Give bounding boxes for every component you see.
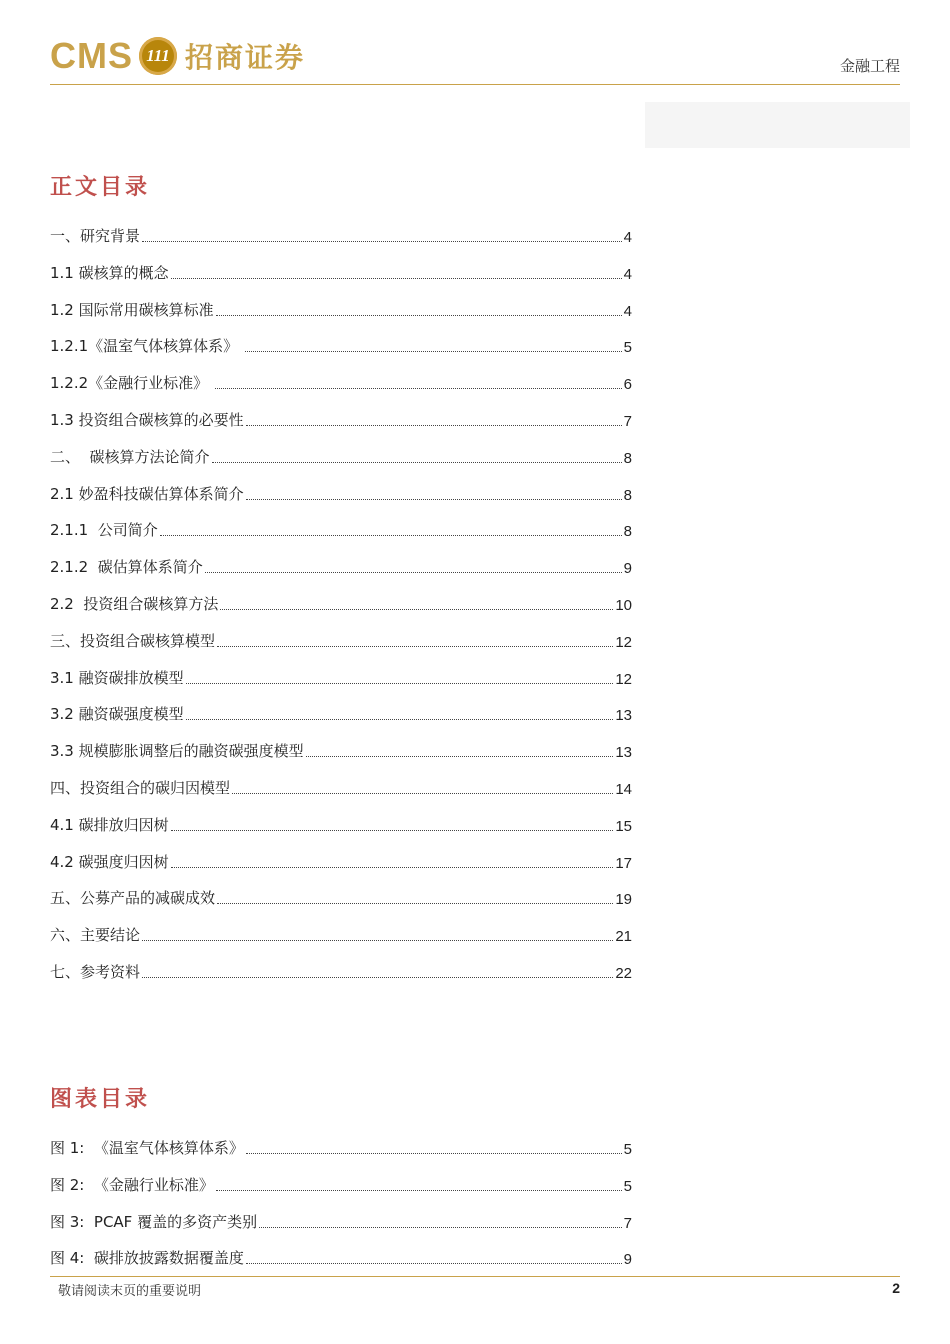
entry-title: 图 1: 《温室气体核算体系》	[50, 1139, 244, 1157]
dot-leader	[215, 387, 622, 389]
dot-leader	[217, 645, 613, 647]
entry-page-number: 8	[623, 449, 632, 467]
entry-title: 2.1.1 公司简介	[50, 521, 158, 540]
dot-leader	[142, 240, 622, 242]
toc-entry[interactable]	[50, 300, 632, 320]
entry-title: 1.2 国际常用碳核算标准	[50, 300, 214, 319]
dot-leader	[216, 1189, 622, 1191]
entry-title: 一、研究背景	[50, 227, 141, 245]
entry-page-number: 13	[615, 744, 632, 762]
entry-title: 二、 碳核算方法论简介	[50, 447, 210, 466]
dot-leader	[142, 976, 613, 978]
entry-page-number: 12	[615, 670, 632, 688]
entry-page-number: 9	[623, 1251, 632, 1269]
toc-entry[interactable]	[50, 852, 632, 872]
header-divider	[50, 84, 900, 85]
entry-page-number: 9	[623, 560, 632, 578]
toc-entry[interactable]	[50, 594, 632, 614]
figure-entry[interactable]	[50, 1175, 632, 1195]
toc-entry[interactable]	[50, 484, 632, 504]
entry-page-number: 4	[623, 229, 632, 246]
entry-title: 图 4: 碳排放披露数据覆盖度	[50, 1249, 244, 1268]
entry-title: 4.2 碳强度归因树	[50, 852, 169, 871]
toc-entry[interactable]	[50, 410, 632, 430]
entry-title: 五、公募产品的减碳成效	[50, 889, 216, 908]
toc-entry[interactable]	[50, 815, 632, 835]
footer-divider	[50, 1276, 900, 1277]
dot-leader	[186, 718, 614, 720]
dot-leader	[142, 939, 613, 941]
entry-title: 2.1 妙盈科技碳估算体系简介	[50, 484, 244, 503]
dot-leader	[245, 350, 622, 352]
toc-entry[interactable]	[50, 263, 632, 283]
entry-page-number: 5	[623, 1141, 632, 1158]
entry-page-number: 8	[623, 486, 632, 504]
toc-entry[interactable]	[50, 668, 632, 688]
entry-page-number: 22	[615, 965, 632, 982]
entry-title: 图 3: PCAF 覆盖的多资产类别	[50, 1212, 258, 1231]
entry-title: 3.3 规模膨胀调整后的融资碳强度模型	[50, 742, 304, 761]
toc-entry[interactable]	[50, 962, 632, 982]
dot-leader	[160, 534, 622, 536]
entry-page-number: 7	[623, 1214, 632, 1232]
entry-page-number: 14	[615, 781, 632, 798]
entry-page-number: 15	[615, 817, 632, 835]
toc-entry[interactable]	[50, 888, 632, 908]
entry-title: 四、投资组合的碳归因模型	[50, 779, 231, 797]
dot-leader	[246, 1262, 622, 1264]
entry-title: 1.2.1《温室气体核算体系》	[50, 337, 243, 356]
toc-entry[interactable]	[50, 373, 632, 393]
dot-leader	[171, 866, 614, 868]
entry-title: 1.2.2《金融行业标准》	[50, 374, 213, 393]
figure-entry[interactable]	[50, 1138, 632, 1158]
entry-title: 4.1 碳排放归因树	[50, 815, 169, 834]
toc-entry[interactable]	[50, 336, 632, 356]
toc-entry[interactable]	[50, 447, 632, 467]
dot-leader	[216, 314, 622, 316]
entry-page-number: 21	[615, 928, 632, 946]
dot-leader	[259, 1226, 622, 1228]
entry-title: 2.2 投资组合碳核算方法	[50, 595, 219, 613]
entry-page-number: 8	[623, 523, 632, 541]
footer-notice: 敬请阅读末页的重要说明	[58, 1284, 202, 1299]
entry-page-number: 13	[615, 707, 632, 725]
dot-leader	[205, 571, 622, 573]
dot-leader	[186, 682, 614, 684]
dot-leader	[246, 424, 622, 426]
logo-badge-icon: 111	[139, 37, 177, 75]
toc-entry[interactable]	[50, 520, 632, 540]
header-gray-box	[645, 102, 910, 148]
entry-title: 1.1 碳核算的概念	[50, 263, 169, 282]
entry-title: 图 2: 《金融行业标准》	[50, 1175, 214, 1194]
figure-entry[interactable]	[50, 1212, 632, 1232]
entry-title: 3.1 融资碳排放模型	[50, 668, 184, 687]
entry-page-number: 7	[623, 413, 632, 430]
dot-leader	[306, 755, 614, 757]
entry-page-number: 6	[623, 376, 632, 394]
entry-page-number: 12	[615, 633, 632, 651]
entry-title: 三、投资组合碳核算模型	[50, 631, 216, 650]
toc-entry[interactable]	[50, 778, 632, 798]
report-category: 金融工程	[839, 57, 900, 75]
dot-leader	[246, 1152, 622, 1154]
toc-title: 正文目录	[50, 174, 151, 200]
toc-entry[interactable]	[50, 557, 632, 577]
dot-leader	[217, 902, 613, 904]
toc-entry[interactable]	[50, 741, 632, 761]
entry-page-number: 19	[615, 891, 632, 909]
dot-leader	[171, 277, 622, 279]
entry-page-number: 10	[615, 597, 632, 614]
toc-entry[interactable]	[50, 226, 632, 246]
entry-page-number: 17	[615, 854, 632, 872]
page-header	[50, 30, 900, 86]
dot-leader	[246, 498, 622, 500]
toc-entry[interactable]	[50, 631, 632, 651]
dot-leader	[232, 792, 613, 794]
entry-page-number: 4	[623, 302, 632, 320]
entry-title: 3.2 融资碳强度模型	[50, 705, 184, 724]
page-number: 2	[892, 1280, 900, 1296]
entry-page-number: 5	[623, 339, 632, 357]
entry-page-number: 4	[623, 265, 632, 283]
entry-title: 1.3 投资组合碳核算的必要性	[50, 411, 244, 429]
logo-company-name: 招商证券	[185, 41, 306, 74]
dot-leader	[220, 608, 613, 610]
figure-entry[interactable]	[50, 1248, 632, 1268]
logo-cms-text: CMS	[50, 35, 133, 76]
dot-leader	[212, 461, 622, 463]
entry-title: 六、主要结论	[50, 926, 141, 945]
cms-logo	[50, 34, 305, 78]
toc-entry[interactable]	[50, 704, 632, 724]
entry-title: 2.1.2 碳估算体系简介	[50, 558, 203, 577]
dot-leader	[171, 829, 614, 831]
entry-page-number: 5	[623, 1177, 632, 1195]
entry-title: 七、参考资料	[50, 963, 141, 981]
toc-entry[interactable]	[50, 925, 632, 945]
figures-title: 图表目录	[50, 1086, 151, 1112]
